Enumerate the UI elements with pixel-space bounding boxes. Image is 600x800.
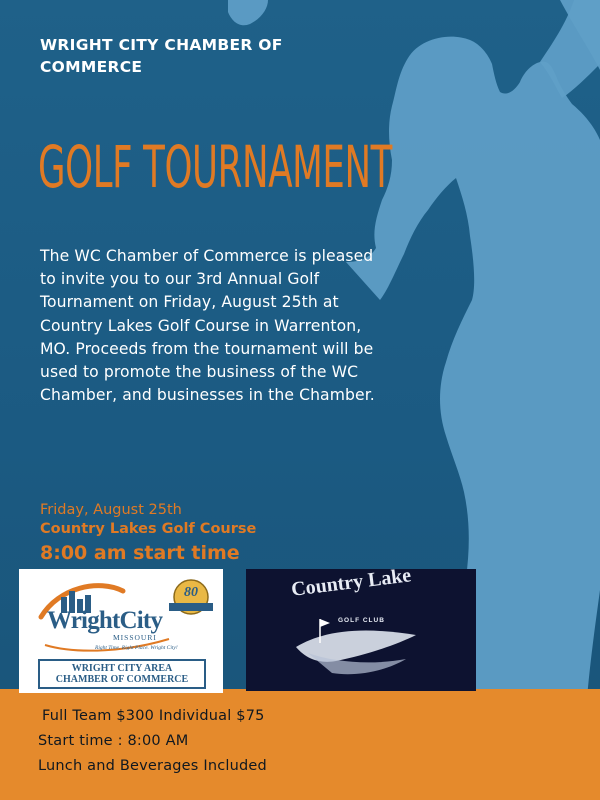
event-date: Friday, August 25th bbox=[40, 502, 182, 518]
country-lake-logo bbox=[246, 564, 476, 691]
anniversary-badge: 80 bbox=[184, 585, 198, 600]
country-lake-name: Country Lake bbox=[290, 564, 413, 601]
wright-city-wordmark: WrightCity bbox=[47, 607, 163, 634]
event-start-time: 8:00 am start time bbox=[40, 542, 240, 564]
footer-band bbox=[0, 689, 600, 800]
wright-city-logo bbox=[19, 569, 223, 693]
event-venue: Country Lakes Golf Course bbox=[40, 521, 257, 537]
inclusions-line: Lunch and Beverages Included bbox=[38, 758, 267, 774]
pricing-line: Full Team $300 Individual $75 bbox=[42, 708, 265, 724]
wright-city-state: MISSOURI bbox=[113, 633, 157, 642]
wright-city-tagline: Right Time. Right Place. Wright City! bbox=[95, 645, 178, 651]
page-title: GOLF TOURNAMENT bbox=[38, 134, 393, 202]
country-lake-subtitle: GOLF CLUB bbox=[338, 617, 385, 624]
invitation-text: The WC Chamber of Commerce is pleased to invite you to our 3rd Annual Golf Tournament on Friday, August 25th at Country Lakes Golf Course in Warrenton, MO. Proceeds from the tournament will be used to promote the business of the WC Chamber, and businesses in the Chamber. bbox=[40, 247, 375, 405]
organization-name: WRIGHT CITY CHAMBER OF COMMERCE bbox=[40, 36, 283, 76]
start-time-line: Start time : 8:00 AM bbox=[38, 733, 189, 749]
chamber-banner-line1: WRIGHT CITY AREA bbox=[71, 663, 173, 674]
chamber-banner-line2: CHAMBER OF COMMERCE bbox=[55, 674, 189, 685]
